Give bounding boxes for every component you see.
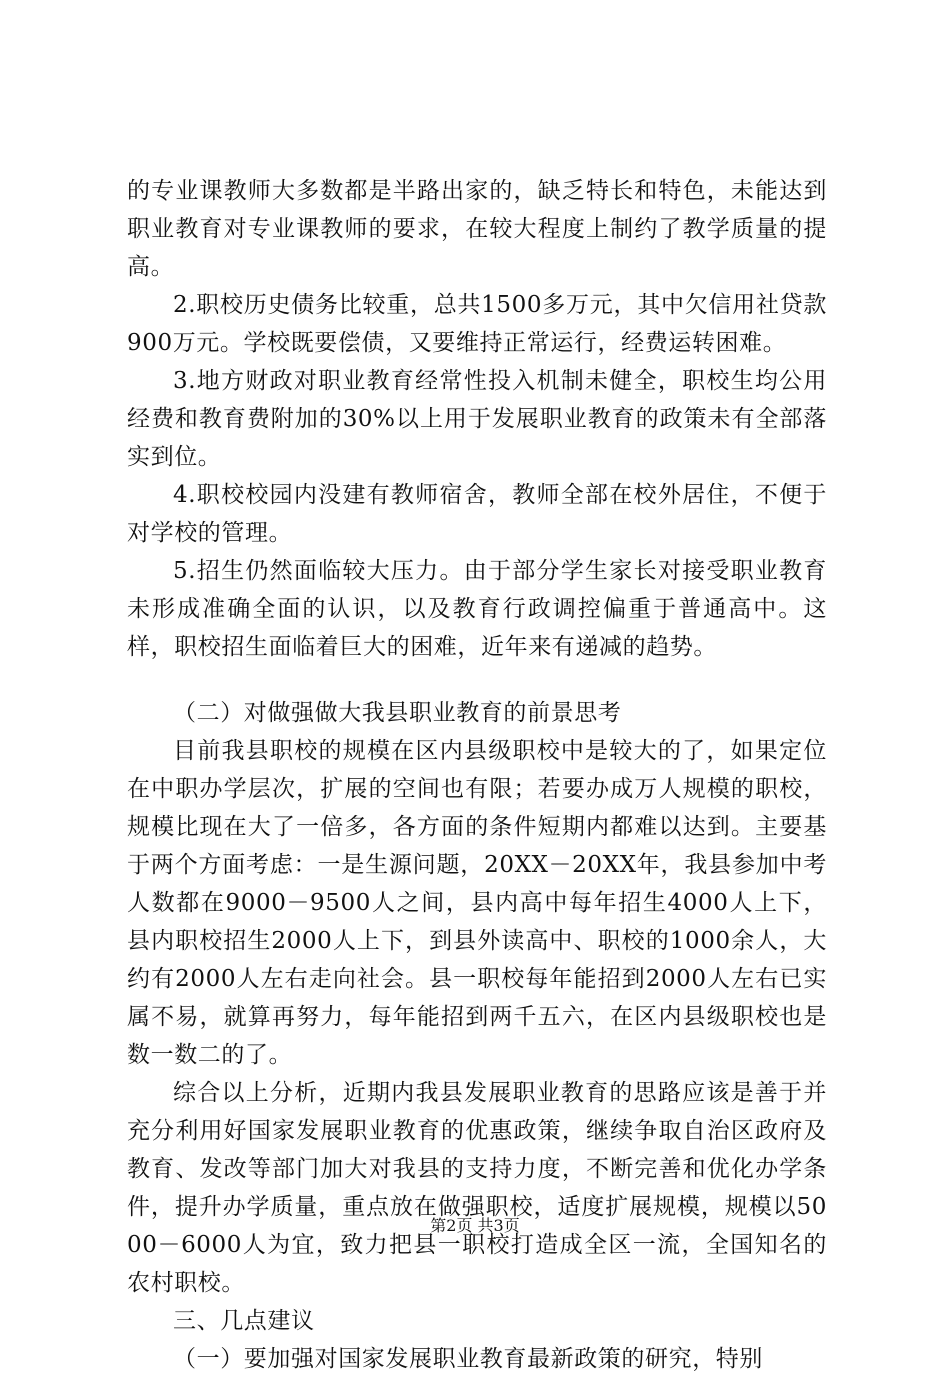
paragraph-item-3: 3.地方财政对职业教育经常性投入机制未健全，职校生均公用经费和教育费附加的30%以上用于发展职业教育的政策未有全部落实到位。 [127,368,827,470]
paragraph-suggestion-1: （一）要加强对国家发展职业教育最新政策的研究，特别 [173,1346,763,1372]
section-heading-2: （二）对做强做大我县职业教育的前景思考 [173,700,622,726]
section-heading-suggestions: 三、几点建议 [173,1308,315,1334]
paragraph-summary: 综合以上分析，近期内我县发展职业教育的思路应该是善于并充分利用好国家发展职业教育的优惠政策，继续争取自治区政府及教育、发改等部门加大对我县的支持力度，不断完善和优化办学条件，提升办学质量，重点放在做强职校，适度扩展规模，规模以5000－6000人为宜，致力把县一职校打造成全区一流，全国知名的农村职校。 [127,1080,827,1296]
paragraph-item-2: 2.职校历史债务比较重，总共1500多万元，其中欠信用社贷款900万元。学校既要偿债，又要维持正常运行，经费运转困难。 [127,292,827,356]
paragraph-prospect: 目前我县职校的规模在区内县级职校中是较大的了，如果定位在中职办学层次，扩展的空间也有限；若要办成万人规模的职校，规模比现在大了一倍多，各方面的条件短期内都难以达到。主要基于两个方面考虑：一是生源问题，20XX－20XX年，我县参加中考人数都在9000－9500人之间，县内高中每年招生4000人上下，县内职校招生2000人上下，到县外读高中、职校的1000余人，大约有2000人左右走向社会。县一职校每年能招到2000人左右已实属不易，就算再努力，每年能招到两千五六，在区内县级职校也是数一数二的了。 [127,738,827,1068]
page-number-footer: 第2页 共3页 [430,1216,520,1235]
document-body [127,172,827,1378]
paragraph-item-5: 5.招生仍然面临较大压力。由于部分学生家长对接受职业教育未形成准确全面的认识，以及教育行政调控偏重于普通高中。这样，职校招生面临着巨大的困难，近年来有递减的趋势。 [127,558,827,660]
paragraph-item-4: 4.职校校园内没建有教师宿舍，教师全部在校外居住，不便于对学校的管理。 [127,482,827,546]
paragraph-continuation: 的专业课教师大多数都是半路出家的，缺乏特长和特色，未能达到职业教育对专业课教师的要求，在较大程度上制约了教学质量的提高。 [127,178,827,280]
